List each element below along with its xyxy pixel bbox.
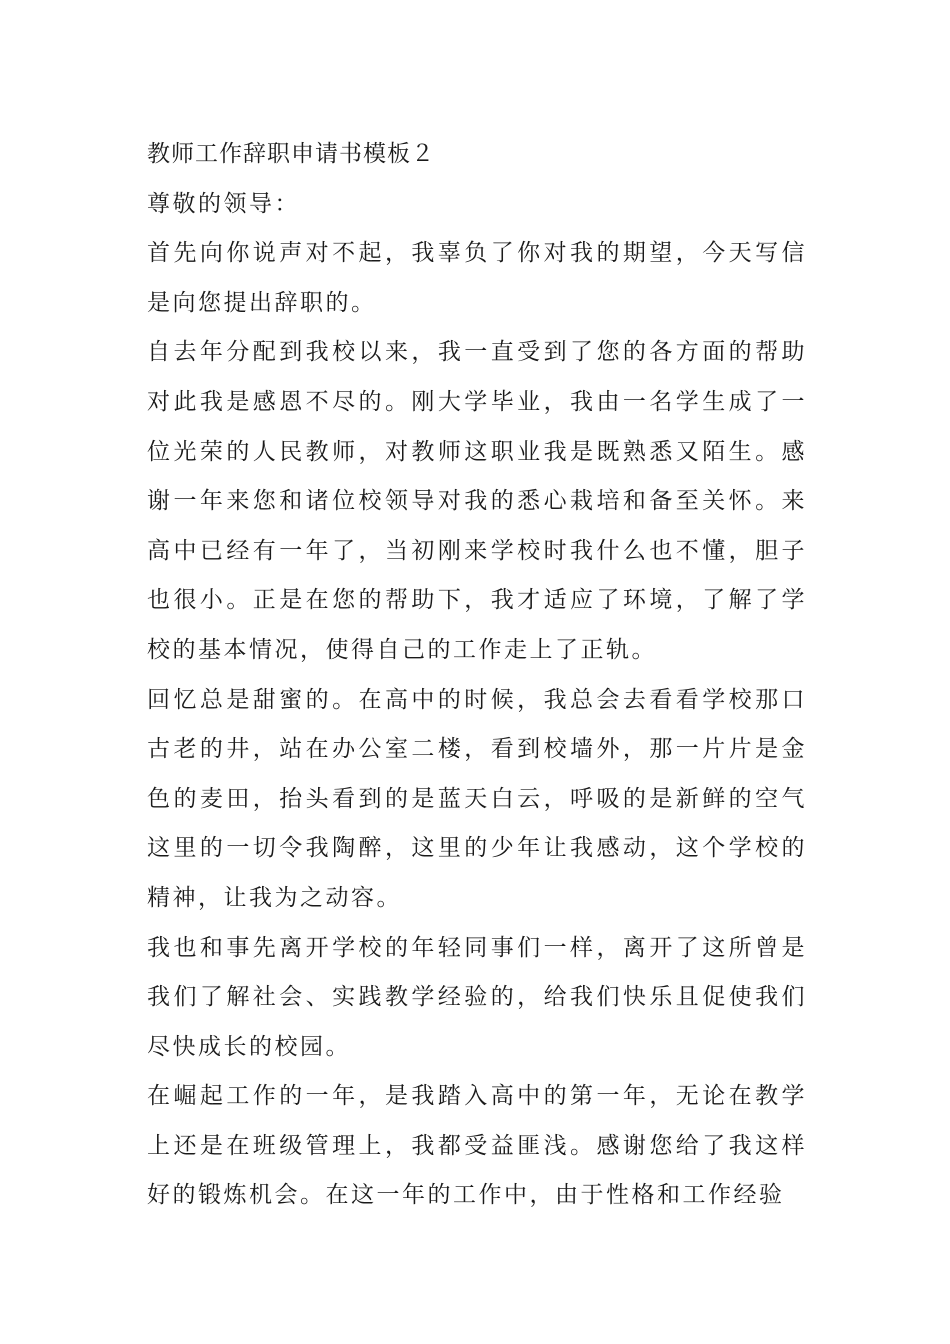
document-body — [147, 130, 807, 1221]
salutation: 尊敬的领导： — [147, 190, 300, 217]
paragraph: 首先向你说声对不起，我辜负了你对我的期望，今天写信是向您提出辞职的。 — [147, 240, 807, 316]
document-title: 教师工作辞职申请书模板２ — [147, 141, 435, 167]
paragraph: 回忆总是甜蜜的。在高中的时候，我总会去看看学校那口古老的井，站在办公室二楼，看到校墙外，那一片片是金色的麦田，抬头看到的是蓝天白云，呼吸的是新鲜的空气这里的一切令我陶醉，这里的少年让我感动，这个学校的精神，让我为之动容。 — [147, 686, 807, 911]
paragraph: 在崛起工作的一年，是我踏入高中的第一年，无论在教学上还是在班级管理上，我都受益匪浅。感谢您给了我这样好的锻炼机会。在这一年的工作中，由于性格和工作经验 — [147, 1083, 807, 1209]
paragraph: 自去年分配到我校以来，我一直受到了您的各方面的帮助对此我是感恩不尽的。刚大学毕业，我由一名学生成了一位光荣的人民教师，对教师这职业我是既熟悉又陌生。感谢一年来您和诸位校领导对我的悉心栽培和备至关怀。来高中已经有一年了，当初刚来学校时我什么也不懂，胆子也很小。正是在您的帮助下，我才适应了环境，了解了学校的基本情况，使得自己的工作走上了正轨。 — [147, 339, 807, 663]
paragraph: 我也和事先离开学校的年轻同事们一样，离开了这所曾是我们了解社会、实践教学经验的，给我们快乐且促使我们尽快成长的校园。 — [147, 934, 807, 1060]
